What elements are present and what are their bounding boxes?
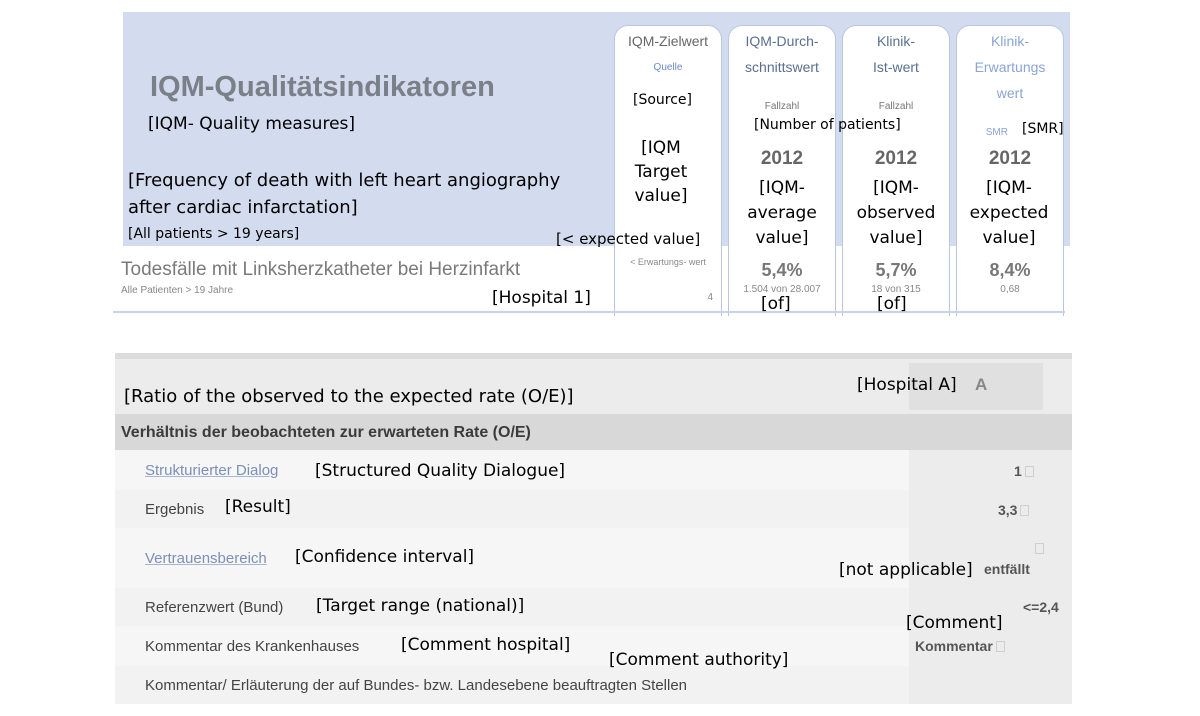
column-header-line2: Ist-wert — [873, 59, 919, 75]
annotation-target-value: [IQM Target value] — [634, 138, 688, 206]
target-note-number: 4 — [707, 292, 713, 303]
case-count-label: Fallzahl — [764, 101, 800, 112]
case-count-label: Fallzahl — [878, 101, 914, 112]
column-header-line1: Klinik- — [876, 33, 916, 49]
annotation-target-range: [Target range (national)] — [316, 596, 525, 616]
annotation-of-observed: [of] — [877, 294, 907, 314]
value-cell — [909, 666, 1072, 704]
section-title: Verhältnis der beobachteten zur erwarteten Rate (O/E) — [121, 424, 531, 441]
average-value: 5,4% — [761, 260, 803, 280]
row-value: 3,3 — [998, 502, 1029, 518]
column-header-line2: schnittswert — [745, 59, 819, 75]
hospital-comment-label: Kommentar des Krankenhauses — [145, 638, 360, 655]
row-value — [915, 638, 1005, 654]
indicator-subtitle: Alle Patienten > 19 Jahre — [121, 285, 234, 296]
expected-value: 8,4% — [989, 260, 1031, 280]
annotation-confidence-interval: [Confidence interval] — [295, 547, 475, 567]
annotation-frequency-line2: after cardiac infarctation] — [128, 197, 358, 218]
column-hospital-observed — [842, 25, 950, 316]
annotation-smr: [SMR] — [1022, 121, 1064, 137]
annotation-of-average: [of] — [761, 294, 791, 314]
column-hospital-expected — [956, 25, 1064, 316]
annotation-iqm-expected: [IQM-expected value] — [969, 178, 1049, 248]
page-title: IQM-Qualitätsindikatoren — [150, 71, 495, 103]
year-label: 2012 — [874, 148, 918, 169]
annotation-hospital-1: [Hospital 1] — [492, 288, 591, 308]
annotation-quality-measures: [IQM- Quality measures] — [148, 114, 356, 134]
info-icon[interactable] — [1020, 505, 1029, 516]
reference-value-label: Referenzwert (Bund) — [145, 599, 284, 616]
hospital-label: A — [975, 375, 988, 394]
column-header-line1: Klinik- — [990, 33, 1030, 49]
comment-link[interactable]: Kommentar — [915, 638, 993, 654]
authority-comment-label: Kommentar/ Erläuterung der auf Bundes- bzw. Landesebene beauftragten Stellen — [145, 677, 688, 694]
column-header-line1: IQM-Zielwert — [627, 33, 709, 49]
row-value: entfällt — [984, 561, 1030, 577]
result-label: Ergebnis — [145, 501, 205, 518]
row-value: <=2,4 — [1023, 599, 1059, 615]
row-divider — [113, 311, 1065, 313]
annotation-not-applicable: [not applicable] — [839, 560, 973, 580]
annotation-source: [Source] — [633, 92, 693, 108]
smr-label: SMR — [985, 127, 1008, 138]
annotation-comment: [Comment] — [906, 613, 1003, 633]
observed-value: 5,7% — [875, 260, 917, 280]
annotation-result: [Result] — [225, 497, 291, 517]
average-cases: 1.504 von 28.007 — [743, 284, 821, 295]
table-row — [115, 450, 1072, 491]
column-header-line1: IQM-Durch- — [745, 33, 819, 49]
info-icon-wrapper — [1032, 540, 1044, 556]
year-label: 2012 — [760, 148, 804, 169]
year-label: 2012 — [988, 148, 1032, 169]
column-header-line2: Erwartungs — [974, 59, 1046, 75]
column-iqm-average — [728, 25, 836, 316]
table-row — [115, 666, 1072, 705]
annotation-comment-authority: [Comment authority] — [609, 650, 789, 670]
info-icon[interactable] — [1035, 543, 1044, 554]
annotation-iqm-average: [IQM-average value] — [747, 178, 817, 248]
annotation-iqm-observed: [IQM-observed value] — [856, 178, 936, 248]
smr-value: 0,68 — [1000, 284, 1020, 295]
value-cell — [909, 450, 1072, 490]
annotation-structured-dialogue: [Structured Quality Dialogue] — [315, 461, 566, 481]
target-value-text: < Erwartungs- wert — [630, 257, 706, 267]
annotation-lt-expected: [< expected value] — [556, 230, 701, 248]
annotation-ratio: [Ratio of the observed to the expected rate (O/E)] — [124, 386, 574, 407]
source-link[interactable]: Quelle — [653, 62, 683, 73]
indicator-name: Todesfälle mit Linksherzkatheter bei Herzinfarkt — [121, 259, 521, 280]
annotation-all-patients: [All patients > 19 years] — [128, 226, 300, 242]
info-icon[interactable] — [1025, 466, 1034, 477]
info-icon[interactable] — [996, 641, 1005, 652]
column-header-line3: wert — [996, 85, 1024, 101]
annotation-hospital-a: [Hospital A] — [857, 375, 957, 395]
annotation-number-of-patients: [Number of patients] — [754, 117, 901, 133]
observed-cases: 18 von 315 — [871, 284, 921, 295]
annotation-comment-hospital: [Comment hospital] — [401, 635, 571, 655]
annotation-frequency-line1: [Frequency of death with left heart angiography — [128, 170, 561, 191]
confidence-interval-link[interactable]: Vertrauensbereich — [145, 550, 267, 567]
structured-dialog-link[interactable]: Strukturierter Dialog — [145, 462, 279, 479]
row-value: 1 — [1014, 463, 1034, 479]
value-cell — [909, 490, 1072, 528]
